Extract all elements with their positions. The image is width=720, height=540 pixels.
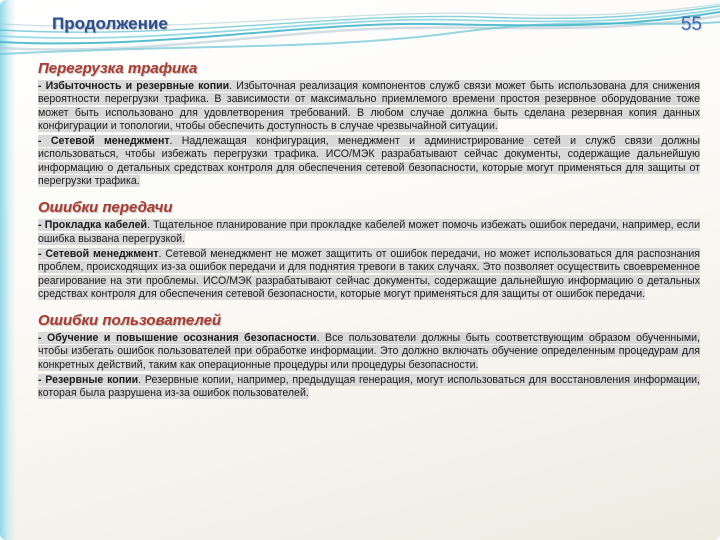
- slide-content: [38, 60, 700, 403]
- bullet-text: . Сетевой менеджмент не может защитить от ошибок передачи, но может использоваться для распознания проблем, происходящих из-за ошибок передачи и для поднятия тревоги в таких случаях. Это позволяет осуществить своевременное реагирование на эти проблемы. ИСО/МЭК разрабатывают сейчас документы, содержащие дальнейшую информацию о детальных средствах контроля для обеспечения сетевой безопасности, которые могут применяться для защиты от ошибок передачи.: [38, 247, 700, 300]
- bullet-paragraph: [38, 332, 700, 372]
- left-edge-gradient: [0, 0, 16, 540]
- bullet-text: . Резервные копии, например, предыдущая генерация, могут использоваться для восстановления информации, которая была разрушена из-за ошибок пользователей.: [38, 374, 700, 400]
- bullet-lead: - Резервные копии: [38, 374, 139, 387]
- bullet-lead: - Избыточность и резервные копии: [38, 80, 230, 92]
- bullet-lead: - Прокладка кабелей: [38, 219, 148, 232]
- bullet-paragraph: [38, 135, 700, 188]
- page-number: 55: [680, 14, 702, 35]
- bullet-lead: - Сетевой менеджмент: [38, 247, 159, 260]
- section-user-errors: [38, 312, 700, 400]
- slide-title: Продолжение: [52, 14, 168, 33]
- section-heading: Ошибки передачи: [38, 199, 173, 217]
- bullet-lead: - Обучение и повышение осознания безопасности: [38, 332, 317, 345]
- bullet-text: . Тщательное планирование при прокладке кабелей может помочь избежать ошибок передачи, например, если ошибка вызвана перегрузкой.: [38, 219, 701, 245]
- bullet-paragraph: [38, 80, 700, 133]
- bullet-lead: - Сетевой менеджмент: [38, 135, 170, 148]
- bullet-text: . Избыточная реализация компонентов служб связи может быть использована для снижения вероятности перегрузки трафика. В зависимости от максимально приемлемого времени простоя резервное оборудование тоже может быть использовано для удовлетворения требований. В любом случае должна быть сделана резервная копия данных конфигурации и топологии, чтобы обеспечить доступность в случае чрезвычайной ситуации.: [38, 80, 701, 132]
- section-traffic-overload: [38, 60, 700, 188]
- bullet-text: . Надлежащая конфигурация, менеджмент и администрирование сетей и служб связи должны использоваться, чтобы избежать перегрузки трафика. ИСО/МЭК разрабатывают сейчас документы, содержащие дальнейшую информацию о детальных средствах контроля для обеспечения сетевой безопасности, которые могут применяться для защиты от перегрузки трафика.: [38, 135, 700, 188]
- section-heading: Перегрузка трафика: [38, 60, 198, 77]
- bullet-paragraph: [38, 248, 700, 301]
- section-transmission-errors: [38, 199, 700, 301]
- section-heading: Ошибки пользователей: [38, 312, 222, 330]
- bullet-paragraph: [38, 374, 700, 401]
- bullet-paragraph: [38, 219, 700, 246]
- slide-header: [0, 14, 720, 36]
- bullet-text: . Все пользователи должны быть соответствующим образом обученными, чтобы избегать ошибок пользователей при обработке информации. Это должно включать обучение определенным процедурам для конкретных действий, таким как операционные процедуры или процедуры безопасности.: [38, 332, 700, 371]
